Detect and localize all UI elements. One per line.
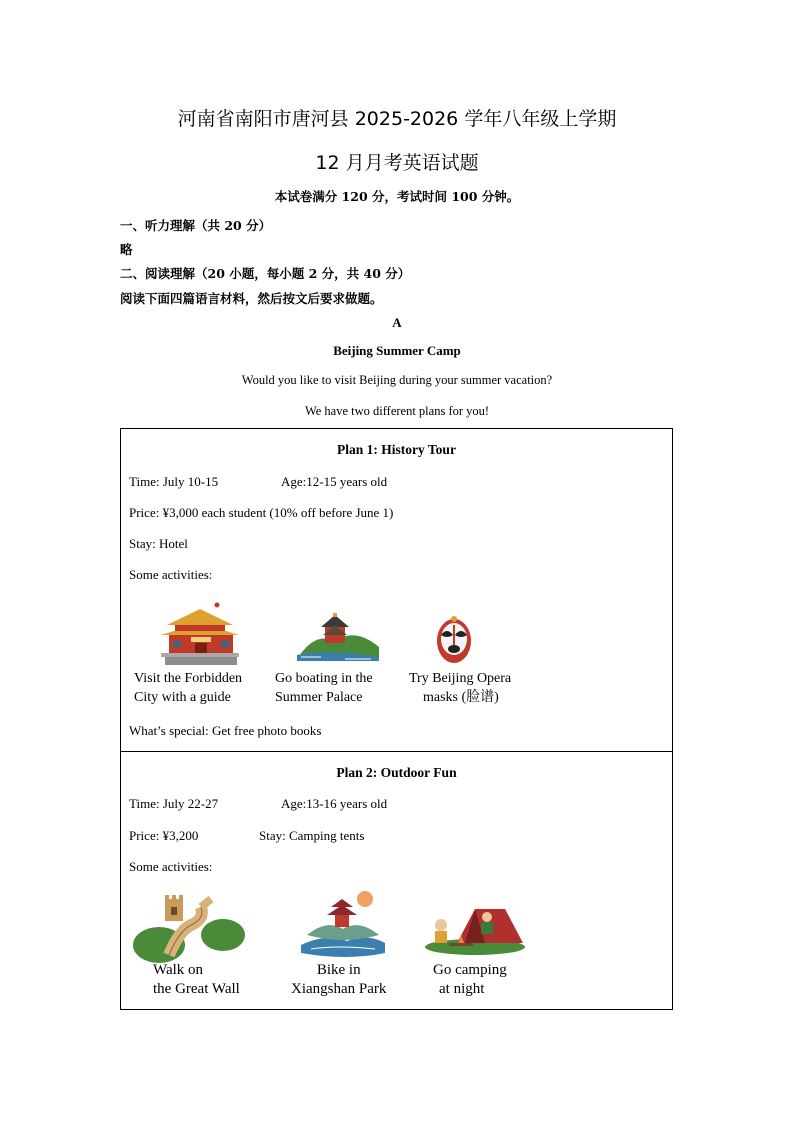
plan1-price: Price: ¥3,000 each student (10% off before June 1) xyxy=(129,505,394,520)
passage-intro-1: Would you like to visit Beijing during your summer vacation? xyxy=(241,373,553,387)
opera-mask-icon xyxy=(433,615,475,667)
plan2-time: Time: July 22-27 xyxy=(129,796,219,811)
activity-line2: City with a guide xyxy=(134,690,231,705)
forbidden-city-icon xyxy=(159,601,241,667)
activity-line1: Go boating in the xyxy=(275,671,373,686)
plans-table xyxy=(120,428,673,1010)
plan1-stay: Stay: Hotel xyxy=(129,536,188,551)
activity-line1: Bike in xyxy=(316,962,361,978)
plan2-stay: Stay: Camping tents xyxy=(259,828,365,843)
exam-info: 本试卷满分 120 分，考试时间 100 分钟。 xyxy=(274,189,520,204)
listening-note: 略 xyxy=(120,242,133,257)
plan1-time: Time: July 10-15 xyxy=(129,474,219,489)
exam-title-line1: 河南省南阳市唐河县 2025-2026 学年八年级上学期 xyxy=(177,108,617,130)
exam-title-line2: 12 月月考英语试题 xyxy=(315,152,479,174)
activity-line1: Visit the Forbidden xyxy=(134,671,243,686)
plan2-age: Age:13-16 years old xyxy=(281,796,388,811)
great-wall-icon xyxy=(135,895,243,957)
activity-line1: Try Beijing Opera xyxy=(409,671,512,686)
activity-line2: the Great Wall xyxy=(153,981,240,997)
plan1-title: Plan 1: History Tour xyxy=(337,442,456,457)
plan2-activity-1 xyxy=(153,961,240,999)
passage-intro-2: We have two different plans for you! xyxy=(304,404,490,418)
activity-line1: Go camping xyxy=(433,962,507,978)
activity-line2: at night xyxy=(439,981,485,997)
plan1-activity-1 xyxy=(134,669,242,707)
plan-divider xyxy=(121,751,672,752)
activity-line2: masks (脸谱) xyxy=(423,690,499,705)
reading-instruction: 阅读下面四篇语言材料，然后按文后要求做题。 xyxy=(120,291,383,306)
activity-line2: Xiangshan Park xyxy=(291,981,387,997)
passage-title: Beijing Summer Camp xyxy=(333,343,461,358)
plan1-special: What’s special: Get free photo books xyxy=(129,723,322,738)
plan2-activity-3 xyxy=(433,961,507,999)
plan1-activity-3 xyxy=(409,669,511,707)
plan1-age: Age:12-15 years old xyxy=(281,474,388,489)
plan2-activities-label: Some activities: xyxy=(129,859,213,874)
plan1-activity-2 xyxy=(275,669,373,707)
plan2-activity-2 xyxy=(291,961,386,999)
activity-line1: Walk on xyxy=(153,962,204,978)
reading-heading: 二、阅读理解（20 小题，每小题 2 分，共 40 分） xyxy=(120,266,411,281)
summer-palace-icon xyxy=(295,611,381,663)
plan1-activities-label: Some activities: xyxy=(129,567,213,582)
xiangshan-park-icon xyxy=(297,889,389,961)
passage-label: A xyxy=(392,315,402,330)
listening-heading: 一、听力理解（共 20 分） xyxy=(120,218,272,233)
plan2-price: Price: ¥3,200 xyxy=(129,828,199,843)
plan2-title: Plan 2: Outdoor Fun xyxy=(336,765,457,780)
camping-icon xyxy=(423,903,527,955)
activity-line2: Summer Palace xyxy=(275,690,363,705)
